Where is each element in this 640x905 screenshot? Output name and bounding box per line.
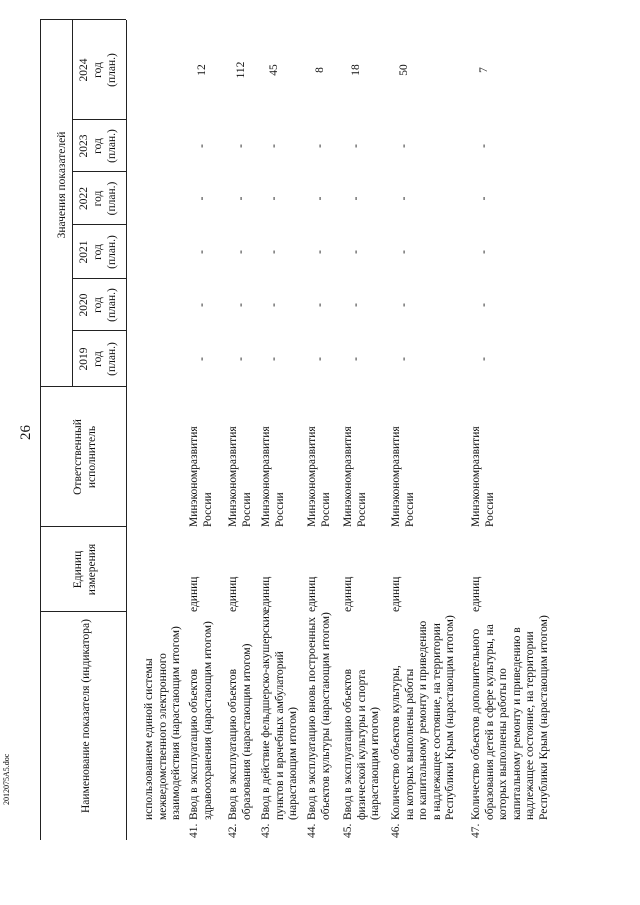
header-indicator-name: Наименование показателя (индикатора) <box>80 619 92 813</box>
row-value: - <box>398 303 410 307</box>
row-value: - <box>350 196 362 201</box>
header-values-group: Значения показателей <box>56 131 68 239</box>
row-executor: Минэкономразвития <box>260 426 272 527</box>
row-value: - <box>235 250 247 254</box>
row-value: - <box>235 196 247 201</box>
row-indicator-name: Республики Крым (нарастающим итогом) <box>444 615 456 820</box>
header-year-line: 2020 <box>78 293 90 317</box>
row-value: - <box>478 144 490 148</box>
row-value: - <box>314 303 326 307</box>
header-year-line: год <box>92 351 104 367</box>
header-year-line: (план.) <box>106 53 118 87</box>
row-value: 8 <box>314 67 326 73</box>
header-year-line: (план.) <box>106 129 118 163</box>
row-executor: Минэкономразвития <box>188 426 200 527</box>
row-indicator-name: на которых выполнены работы <box>403 668 416 820</box>
row-value: - <box>268 250 280 254</box>
row-indicator-name: Количество объектов культуры, <box>390 665 402 820</box>
header-year-line: (план.) <box>106 288 118 322</box>
row-executor: Минэкономразвития <box>306 426 318 527</box>
row-value: - <box>350 303 362 307</box>
row-indicator-name: образования (нарастающим итогом) <box>240 643 253 820</box>
row-number: 43. <box>260 823 272 838</box>
row-value: - <box>350 144 362 148</box>
header-executor-line: Ответственный <box>72 419 84 495</box>
file-name-footer: 2012075А5.doc <box>2 753 11 805</box>
row-indicator-name: Количество объектов дополнительного <box>470 628 482 820</box>
continuation-line: использованием единой системы <box>143 658 155 820</box>
row-indicator-name: (нарастающим итогом) <box>369 707 381 820</box>
row-indicator-name: Ввод в эксплуатацию объектов <box>342 668 354 820</box>
header-year-line: (план.) <box>106 342 118 376</box>
header-executor-line: исполнитель <box>86 425 98 489</box>
header-year-line: год <box>92 62 104 78</box>
row-executor: России <box>483 492 496 527</box>
row-value: 45 <box>268 64 280 76</box>
row-value: - <box>478 196 490 201</box>
header-year-line: (план.) <box>106 235 118 269</box>
row-indicator-name: капитальному ремонту и приведению в <box>510 627 523 820</box>
row-value: - <box>398 196 410 201</box>
row-indicator-name: пунктов и врачебных амбулаторий <box>273 651 286 820</box>
header-year-line: 2023 <box>78 134 90 158</box>
row-executor: России <box>319 492 332 527</box>
row-indicator-name: Ввод в действие фельдшерско-акушерских <box>260 610 272 820</box>
row-indicator-name: надлежащее состояние, на территории <box>524 631 536 820</box>
row-indicator-name: (нарастающим итогом) <box>287 707 299 820</box>
row-executor: России <box>201 492 214 527</box>
row-value: - <box>235 357 247 361</box>
row-value: 112 <box>235 61 247 79</box>
row-value: - <box>478 357 490 361</box>
row-value: - <box>196 196 208 201</box>
row-unit: единиц <box>227 576 239 612</box>
header-unit-line: измерения <box>86 543 98 596</box>
row-indicator-name: по капитальному ремонту и приведению <box>417 620 429 820</box>
row-number: 41. <box>188 823 200 838</box>
row-unit: единиц <box>188 576 200 612</box>
table-rule-horizontal <box>126 20 127 840</box>
header-year-line: год <box>92 138 104 154</box>
header-year-line: (план.) <box>106 181 118 216</box>
row-executor: Минэкономразвития <box>390 426 402 527</box>
row-executor: России <box>355 492 368 527</box>
header-year-line: 2024 <box>78 58 90 82</box>
row-number: 42. <box>227 823 239 838</box>
row-value: - <box>314 196 326 201</box>
continuation-line: межведомственного электронного <box>156 653 169 820</box>
row-indicator-name: образования детей в сфере культуры, на <box>483 624 496 820</box>
header-year-line: 2019 <box>78 347 90 371</box>
row-unit: единиц <box>342 576 354 612</box>
page-number: 26 <box>18 425 34 440</box>
row-unit: единиц <box>260 576 272 612</box>
row-executor: Минэкономразвития <box>342 426 354 527</box>
row-value: 7 <box>478 67 490 73</box>
row-value: - <box>196 303 208 307</box>
row-value: - <box>268 357 280 361</box>
row-value: - <box>314 144 326 148</box>
row-value: - <box>268 303 280 307</box>
row-indicator-name: Ввод в эксплуатацию объектов <box>188 668 200 820</box>
row-indicator-name: в надлежащее состояние, на территории <box>430 623 443 820</box>
header-year-line: год <box>92 297 104 313</box>
table-rule-horizontal <box>72 20 73 387</box>
row-executor: России <box>403 492 416 527</box>
row-value: 18 <box>350 64 362 76</box>
row-value: - <box>398 357 410 361</box>
row-value: - <box>398 144 410 148</box>
row-executor: России <box>240 492 253 527</box>
header-year-line: 2022 <box>78 187 90 210</box>
row-value: 50 <box>398 64 410 76</box>
row-value: - <box>314 250 326 254</box>
row-indicator-name: физической культуры и спорта <box>355 669 368 820</box>
row-indicator-name: Республики Крым (нарастающим итогом) <box>537 615 550 820</box>
row-indicator-name: здравоохранения (нарастающим итогом) <box>201 621 214 820</box>
row-value: - <box>235 303 247 307</box>
row-number: 46. <box>390 823 402 838</box>
row-value: - <box>314 357 326 361</box>
row-value: - <box>478 250 490 254</box>
row-unit: единиц <box>390 576 402 612</box>
table-rule-horizontal <box>40 20 41 840</box>
row-indicator-name: Ввод в эксплуатацию вновь построенных <box>306 616 318 820</box>
row-indicator-name: объектов культуры (нарастающим итогом) <box>319 612 332 820</box>
header-year-line: год <box>92 244 104 260</box>
row-executor: России <box>273 492 286 527</box>
row-value: - <box>268 196 280 201</box>
row-value: - <box>398 250 410 254</box>
row-indicator-name: которых выполнены работы по <box>497 668 509 820</box>
row-value: - <box>196 357 208 361</box>
header-unit-line: Единиц <box>72 550 84 589</box>
row-unit: единиц <box>470 576 482 612</box>
continuation-line: взаимодействия (нарастающим итогом) <box>170 626 182 820</box>
row-value: - <box>478 303 490 307</box>
row-unit: единиц <box>306 576 318 612</box>
row-value: - <box>235 144 247 148</box>
row-indicator-name: Ввод в эксплуатацию объектов <box>227 668 239 820</box>
row-value: - <box>268 144 280 148</box>
row-number: 47. <box>470 823 482 838</box>
row-number: 45. <box>342 823 354 838</box>
header-year-line: год <box>92 190 104 207</box>
row-value: - <box>350 250 362 254</box>
row-value: 12 <box>196 64 208 76</box>
row-number: 44. <box>306 823 318 838</box>
row-value: - <box>196 250 208 254</box>
header-year-line: 2021 <box>78 240 90 264</box>
row-executor: Минэкономразвития <box>227 426 239 527</box>
row-executor: Минэкономразвития <box>470 426 482 527</box>
row-value: - <box>196 144 208 148</box>
row-value: - <box>350 357 362 361</box>
